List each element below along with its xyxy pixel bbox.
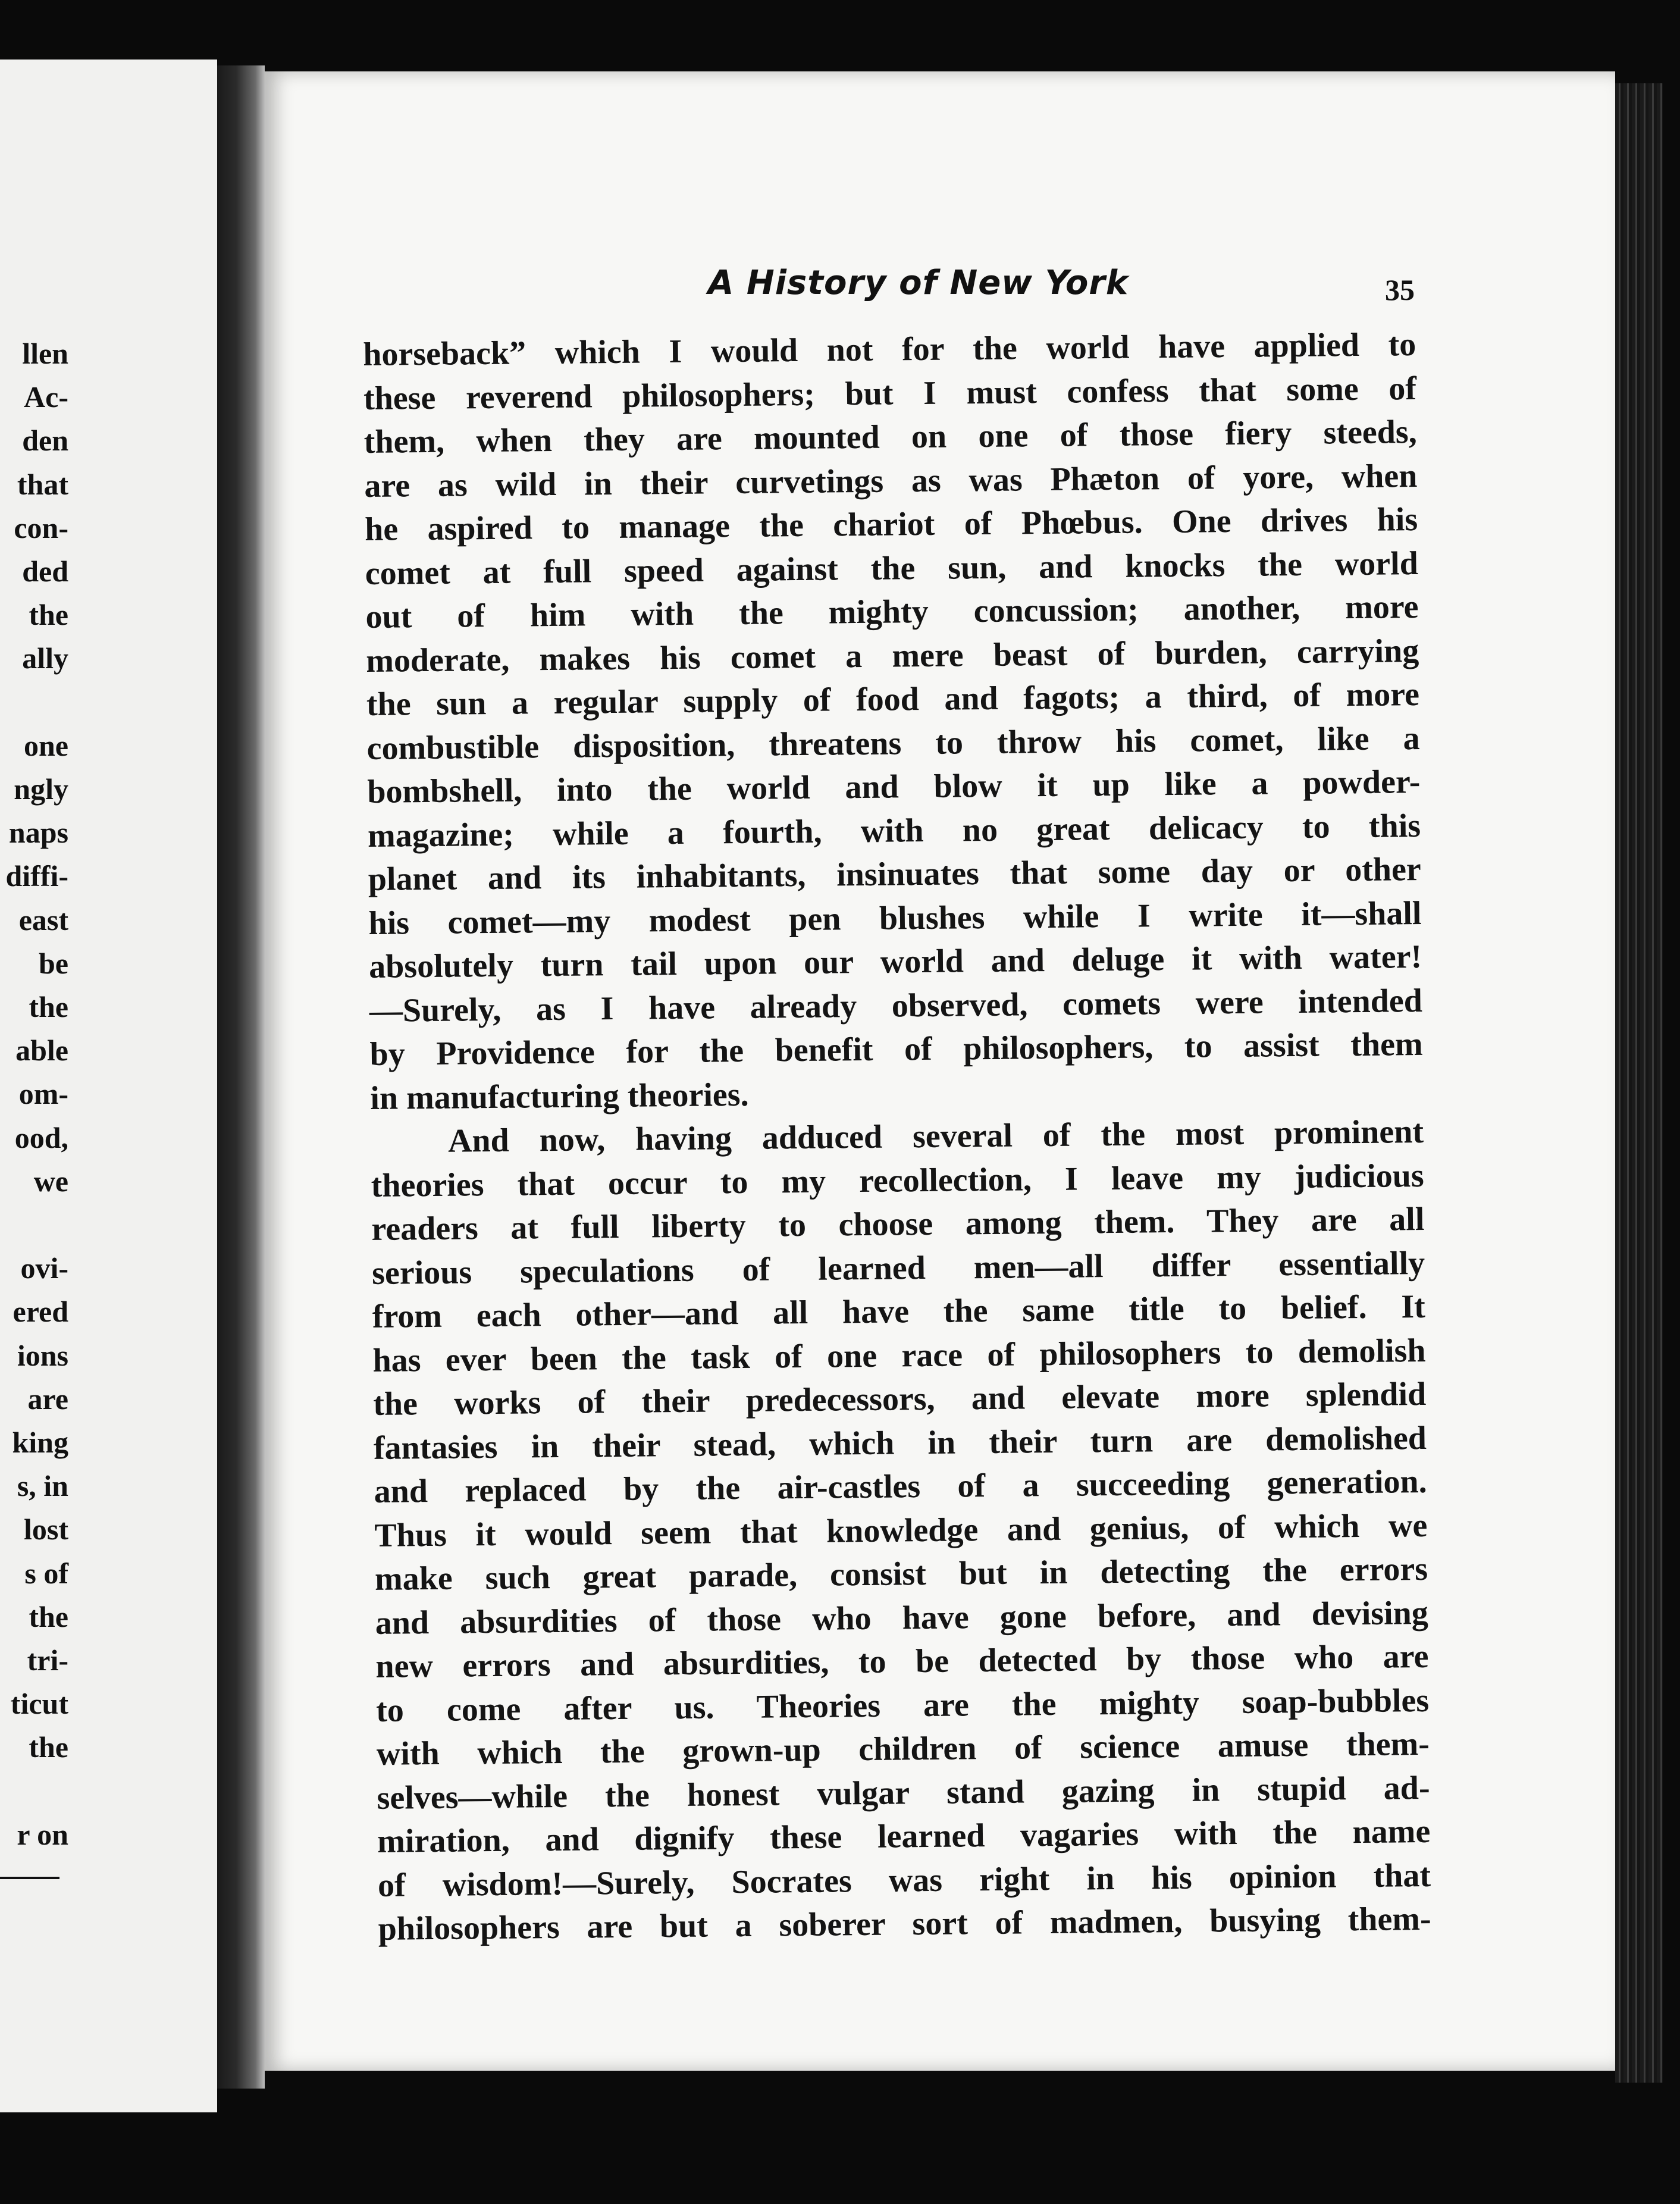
text-line: these reverend philosophers; but I must confess that some of: [363, 370, 1417, 417]
left-page-line-fragment: be: [39, 946, 68, 980]
left-page-line-fragment: one: [24, 728, 68, 762]
left-page-edge: [0, 60, 217, 2112]
text-line: magazine; while a fourth, with no great delicacy to this: [367, 807, 1421, 854]
left-page-line-fragment: om-: [18, 1077, 68, 1111]
left-page-footnote-rule: [0, 1877, 59, 1879]
text-line: of wisdom!—Surely, Socrates was right in his opinion that: [377, 1857, 1431, 1904]
text-line: with which the grown-up children of science amuse them-: [376, 1725, 1430, 1773]
left-page-line-fragment: east: [18, 903, 68, 937]
text-line: comet at full speed against the sun, and knocks the world: [365, 544, 1419, 592]
left-page-line-fragment: den: [22, 424, 68, 458]
text-line: and replaced by the air-castles of a succeeding generation.: [374, 1463, 1427, 1510]
left-page-line-fragment: the: [29, 990, 68, 1023]
left-page-line-fragment: ered: [12, 1295, 68, 1329]
text-line: and absurdities of those who have gone before, and devising: [375, 1594, 1429, 1642]
left-page-line-fragment: ally: [22, 641, 68, 675]
left-page-line-fragment: s of: [24, 1556, 68, 1590]
left-page-line-fragment: we: [33, 1164, 68, 1198]
left-page-line-fragment: con-: [14, 511, 68, 544]
left-page-line-fragment: lost: [24, 1513, 68, 1546]
text-line: combustible disposition, threatens to throw his comet, like a: [366, 719, 1420, 767]
text-line: has ever been the task of one race of philosophers to demolish: [372, 1332, 1426, 1379]
left-page-line-fragment: r on: [17, 1817, 68, 1851]
left-page-line-fragment: ood,: [14, 1120, 68, 1154]
text-line: philosophers are but a soberer sort of madmen, busying them-: [378, 1900, 1431, 1948]
text-line: make such great parade, consist but in detecting the errors: [374, 1550, 1428, 1598]
text-line: serious speculations of learned men—all differ essentially: [371, 1244, 1425, 1292]
left-page-line-fragment: s, in: [17, 1469, 68, 1503]
left-page-line-fragment: king: [12, 1426, 68, 1459]
left-page-line-fragment: ded: [22, 555, 68, 588]
page-edge-shadow: [1615, 83, 1663, 2083]
text-line: selves—while the honest vulgar stand gazing in stupid ad-: [377, 1769, 1430, 1817]
text-line: bombshell, into the world and blow it up like a powder-: [367, 763, 1421, 810]
text-line: are as wild in their curvetings as was Phæton of yore, when: [364, 457, 1418, 505]
page-number: 35: [1385, 273, 1415, 306]
text-line: theories that occur to my recollection, I leave my judicious: [371, 1157, 1424, 1204]
text-line: the works of their predecessors, and elevate more splendid: [372, 1375, 1427, 1423]
text-line: planet and its inhabitants, insinuates that some day or other: [368, 850, 1422, 898]
text-line: his comet—my modest pen blushes while I write it—shall: [368, 894, 1422, 942]
body-text: [363, 323, 1431, 1951]
text-line: by Providence for the benefit of philosophers, to assist them: [369, 1025, 1423, 1073]
left-page-line-fragment: tri-: [27, 1643, 68, 1677]
text-line: moderate, makes his comet a mere beast of burden, carrying: [365, 632, 1419, 680]
text-line: miration, and dignify these learned vagaries with the name: [377, 1812, 1431, 1860]
left-page-line-fragment: naps: [8, 816, 68, 850]
left-page-line-fragment: the: [29, 1730, 68, 1764]
book-gutter: [217, 65, 265, 2089]
left-page-line-fragment: that: [17, 467, 68, 501]
text-line: —Surely, as I have already observed, comets were intended: [369, 982, 1423, 1029]
text-line: fantasies in their stead, which in their turn are demolished: [373, 1419, 1427, 1467]
left-page-line-fragment: the: [29, 598, 68, 632]
text-line: readers at full liberty to choose among them. They are all: [371, 1200, 1425, 1248]
left-page-line-fragment: able: [15, 1034, 68, 1067]
left-page-line-fragment: diffi-: [5, 859, 68, 893]
text-line: And now, having adduced several of the most prominent: [447, 1113, 1424, 1160]
left-page-line-fragment: ticut: [10, 1687, 68, 1721]
text-line: in manufacturing theories.: [370, 1076, 749, 1117]
left-page-line-fragment: are: [27, 1382, 68, 1416]
left-page-line-fragment: the: [29, 1599, 68, 1633]
text-line: the sun a regular supply of food and fagots; a third, of more: [366, 675, 1420, 723]
text-line: from each other—and all have the same title to belief. It: [372, 1288, 1426, 1335]
running-title: A History of New York: [708, 264, 1129, 302]
left-page-line-fragment: ovi-: [20, 1251, 68, 1285]
text-line: Thus it would seem that knowledge and genius, of which we: [374, 1507, 1428, 1554]
text-line: new errors and absurdities, to be detected by those who are: [375, 1638, 1429, 1685]
text-line: to come after us. Theories are the mighty soap-bubbles: [375, 1682, 1430, 1729]
left-page-line-fragment: Ac-: [24, 380, 68, 414]
text-line: out of him with the mighty concussion; another, more: [365, 588, 1419, 635]
text-line: absolutely turn tail upon our world and deluge it with water!: [368, 938, 1422, 985]
text-line: he aspired to manage the chariot of Phœbus. One drives his: [364, 500, 1418, 548]
left-page-line-fragment: ions: [17, 1338, 68, 1372]
left-page-line-fragment: ngly: [14, 772, 68, 806]
text-line: horseback” which I would not for the world have applied to: [363, 326, 1416, 373]
text-line: them, when they are mounted on one of those fiery steeds,: [363, 414, 1417, 461]
left-page-line-fragment: llen: [22, 337, 68, 370]
